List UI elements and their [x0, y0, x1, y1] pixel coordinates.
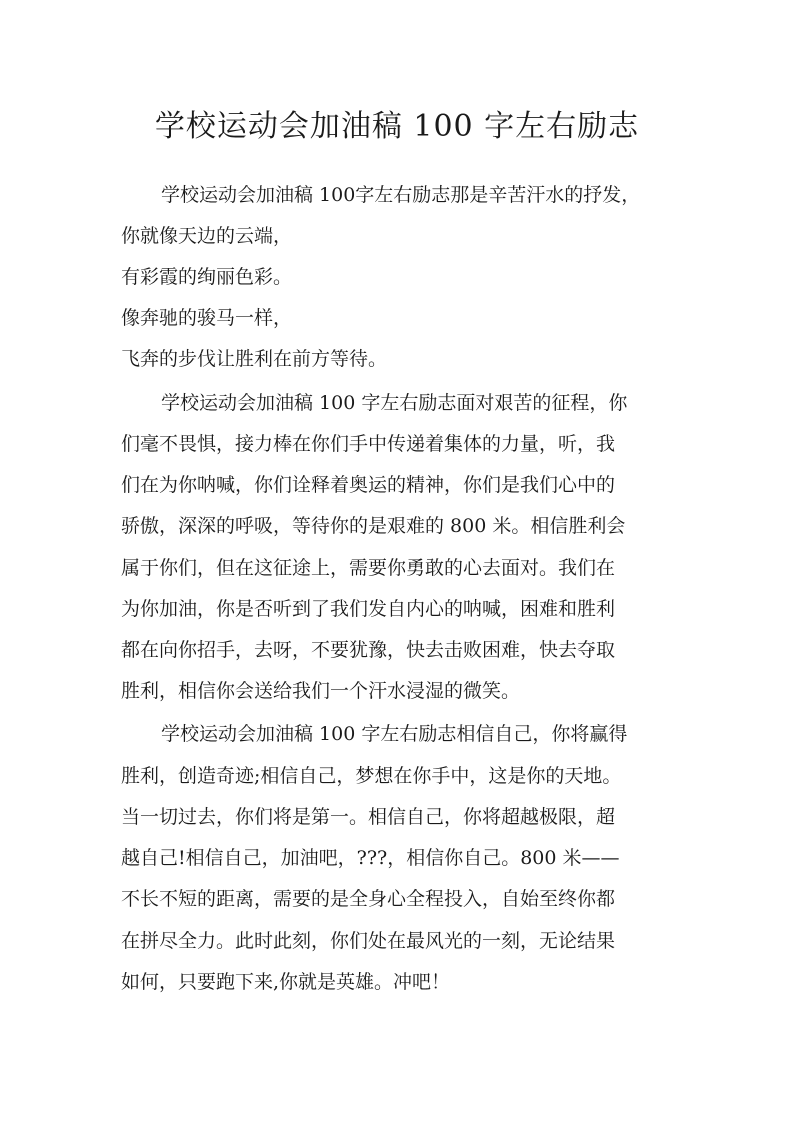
paragraph-line: 学校运动会加油稿 100 字左右励志相信自己，你将赢得: [161, 723, 628, 745]
document-title: 学校运动会加油稿 100 字左右励志: [154, 109, 640, 144]
paragraph-line: 们在为你呐喊，你们诠释着奥运的精神，你们是我们心中的: [121, 474, 616, 496]
paragraph-line: 飞奔的步伐让胜利在前方等待。: [121, 348, 388, 370]
paragraph-line: 学校运动会加油稿 100 字左右励志面对艰苦的征程，你: [161, 392, 628, 414]
paragraph-line: 越自己!相信自己，加油吧，???，相信你自己。800 米——: [121, 847, 620, 869]
paragraph-line: 如何，只要跑下来,你就是英雄。冲吧！: [121, 971, 451, 993]
paragraph-line: 都在向你招手，去呀，不要犹豫，快去击败困难，快去夺取: [121, 639, 616, 661]
paragraph-line: 像奔驰的骏马一样，: [121, 307, 293, 329]
paragraph-line: 在拼尽全力。此时此刻，你们处在最风光的一刻，无论结果: [121, 930, 616, 952]
paragraph-line: 当一切过去，你们将是第一。相信自己，你将超越极限，超: [121, 806, 616, 828]
paragraph-line: 不长不短的距离，需要的是全身心全程投入，自始至终你都: [121, 888, 616, 910]
paragraph-line: 胜利，创造奇迹;相信自己，梦想在你手中，这是你的天地。: [121, 765, 622, 787]
paragraph-line: 骄傲，深深的呼吸，等待你的是艰难的 800 米。相信胜利会: [121, 515, 626, 537]
paragraph-line: 为你加油，你是否听到了我们发自内心的呐喊，困难和胜利: [121, 598, 616, 620]
paragraph-line: 你就像天边的云端，: [121, 225, 293, 247]
paragraph-line: 学校运动会加油稿 100字左右励志那是辛苦汗水的抒发，: [161, 184, 641, 206]
paragraph-line: 胜利，相信你会送给我们一个汗水浸湿的微笑。: [121, 680, 521, 702]
paragraph-line: 有彩霞的绚丽色彩。: [121, 266, 293, 288]
paragraph-line: 属于你们，但在这征途上，需要你勇敢的心去面对。我们在: [121, 557, 616, 579]
paragraph-line: 们毫不畏惧，接力棒在你们手中传递着集体的力量，听，我: [121, 433, 616, 455]
